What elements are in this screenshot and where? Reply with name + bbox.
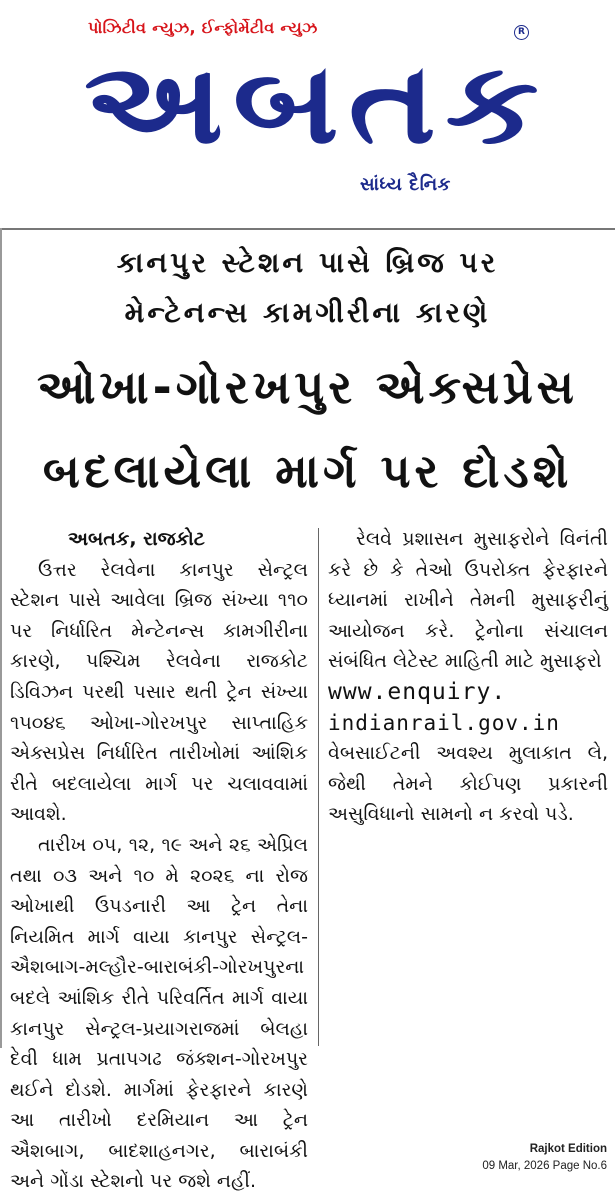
article-left-border: [0, 228, 2, 1048]
article-dateline: અબતક, રાજકોટ: [68, 528, 205, 550]
article-paragraph-2: તારીખ ૦૫, ૧૨, ૧૯ અને ૨૬ એપ્રિલ તથા ૦૩ અને ૧૦ મે ૨૦૨૬ ના રોજ ઓખાથી ઉપડનારી આ ટ્રેન તેના નિયમિત માર્ગ વાયા કાનપુર સેન્ટ્રલ-ઐશબાગ-મલ્હૌર-બારાબંકી-ગોરખપુરના બદલે આંશિક રીતે પરિવર્તિત માર્ગ વાયા કાનપુર સેન્ટ્રલ-પ્રયાગરાજમાં બેલહા દેવી ધામ પ્રતાપગઢ જંક્શન-ગોરખપુર થઈને દોડશે. માર્ગમાં ફેરફારને કારણે આ તારીખો દરમિયાન આ ટ્રેન ઐશબાગ, બાદશાહનગર, બારાબંકી અને ગોંડા સ્ટેશનો પર જશે નહીં.: [10, 833, 308, 1193]
masthead-subtitle: સાંધ્ય દૈનિક: [360, 174, 451, 195]
edition-info: [482, 1141, 607, 1175]
edition-name: Rajkot Edition: [529, 1143, 607, 1155]
website-url-line2: indianrail.gov.in: [328, 710, 560, 735]
article-column-right: [328, 524, 608, 830]
headline-kicker-line1: કાનપુર સ્ટેશન પાસે બ્રિજ પર: [116, 246, 499, 279]
article-paragraph-1: ઉત્તર રેલવેના કાનપુર સેન્ટ્રલ સ્ટેશન પાસે આવેલા બ્રિજ સંખ્યા ૧૧૦ પર નિર્ધારિત મેન્ટેનન્સ કામગીરીના કારણે, પશ્ચિમ રેલવેના રાજકોટ ડિવિઝન પરથી પસાર થતી ટ્રેન સંખ્યા ૧૫૦૪૬ ઓખા-ગોરખપુર સાપ્તાહિક એક્સપ્રેસ નિર્ધારિત તારીખોમાં આંશિક રીતે બદલાયેલા માર્ગ પર ચલાવવામાં આવશે.: [10, 558, 308, 826]
column-divider: [318, 528, 319, 1046]
article-paragraph-3: રેલવે પ્રશાસન મુસાફરોને વિનંતી કરે છે કે તેઓ ઉપરોક્ત ફેરફારને ધ્યાનમાં રાખીને તેમની મુસાફરીનું આયોજન કરે. ટ્રેનોના સંચાલન સંબંધિત લેટેસ્ટ માહિતી માટે મુસાફરો: [328, 528, 608, 673]
headline-main-line1: ઓખા-ગોરખપુર એક્સપ્રેસ: [37, 360, 578, 414]
masthead-tagline: પોઝિટીવ ન્યુઝ, ઈન્ફોર્મેટીવ ન્યુઝ: [88, 18, 318, 37]
article-top-border: [0, 228, 615, 230]
headline-kicker-line2: મેન્ટેનન્સ કામગીરીના કારણે: [124, 296, 491, 329]
masthead: [0, 0, 615, 215]
registered-trademark-icon: R: [514, 25, 529, 40]
article-column-left: [10, 524, 308, 1197]
website-url-line1: www.enquiry.: [328, 678, 507, 705]
article-paragraph-3-end: વેબસાઈટની અવશ્ય મુલાકાત લે, જેથી તેમને કોઈપણ પ્રકારની અસુવિધાનો સામનો ન કરવો પડે.: [328, 742, 608, 826]
newspaper-logo: અબતક: [84, 39, 549, 169]
edition-date-page: 09 Mar, 2026 Page No.6: [482, 1160, 607, 1172]
headline-main-line2: બદલાયેલા માર્ગ પર દોડશે: [42, 444, 573, 498]
